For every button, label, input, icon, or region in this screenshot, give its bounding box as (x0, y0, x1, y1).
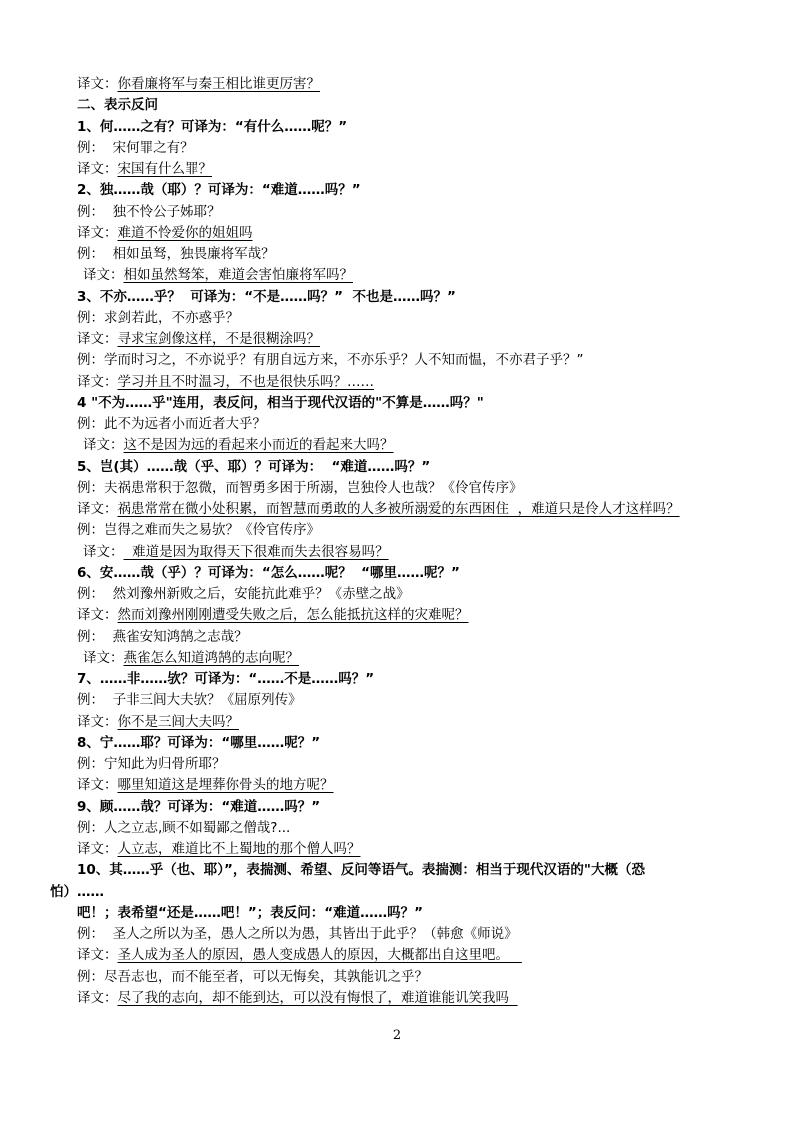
line-text: 1、何……之有？可译为：“有什么……呢？” (77, 118, 348, 135)
text-line (0, 648, 794, 669)
translation-text: 然而刘豫州刚刚遭受失败之后，怎么能抵抗这样的灾难呢？ (117, 607, 469, 624)
translation-text: 哪里知道这是埋葬你骨头的地方呢？ (117, 777, 334, 794)
heading-line (0, 457, 794, 478)
line-label: 译文： (77, 607, 118, 624)
line-label: 例： (77, 352, 104, 369)
page-number: 2 (392, 1028, 402, 1043)
line-label: 例： (77, 139, 104, 156)
text-line (0, 924, 794, 945)
line-label: 例： (77, 522, 104, 539)
text-line (0, 584, 794, 605)
line-label: 例： (77, 692, 104, 709)
translation-text: 难道不怜爱你的姐姐吗 (117, 224, 253, 241)
line-label: 译文： (77, 777, 118, 794)
line-label: 译文： (77, 224, 118, 241)
text-line (0, 818, 794, 839)
line-label: 译文： (77, 76, 118, 92)
translation-text: 难道是因为取得天下很难而失去很容易吗？ (123, 543, 389, 560)
heading-line (0, 860, 794, 881)
text-line (0, 945, 794, 966)
line-label: 译文： (77, 713, 118, 730)
line-text: 岂得之难而失之易欤？《伶官传序》 (104, 522, 320, 539)
translation-text: 尽了我的志向，却不能到达，可以没有悔恨了，难道谁能讥笑我吗 (117, 989, 518, 1006)
line-label: 译文： (77, 373, 118, 390)
line-label: 例： (77, 246, 104, 262)
heading-line (0, 733, 794, 754)
text-line (0, 308, 794, 329)
line-label: 例： (77, 203, 104, 220)
text-line (0, 712, 794, 733)
heading-line (0, 117, 794, 138)
line-label: 例： (77, 819, 104, 836)
line-text: 5、岂(其）……哉（乎、耶）？可译为： “难道……吗？” (77, 458, 431, 475)
line-label: 译文： (77, 501, 118, 517)
translation-text: 相如虽然驽笨，难道会害怕廉将军吗？ (123, 267, 353, 284)
text-line (0, 244, 794, 265)
line-text: 子非三闾大夫欤？《屈原列传》 (104, 692, 302, 709)
text-line (0, 520, 794, 541)
text-line (0, 754, 794, 775)
line-text: 吧！；表希望“还是……吧！”；表反问：“难道……吗？” (77, 904, 423, 921)
text-line (0, 605, 794, 626)
heading-line (0, 882, 794, 903)
line-label: 译文： (83, 437, 124, 454)
text-line (0, 499, 794, 520)
text-line (0, 478, 794, 499)
heading-line (0, 903, 794, 924)
line-text: 学而时习之，不亦说乎？有朋自远方来，不亦乐乎？人不知而愠，不亦君子乎？” (104, 352, 584, 369)
line-text: 人之立志,顾不如蜀鄙之僧哉?... (104, 819, 291, 836)
line-text: 夫祸患常积于忽微，而智勇多困于所溺，岂独伶人也哉？《伶官传序》 (104, 479, 523, 496)
line-text: 此不为远者小而近者大乎？ (104, 416, 266, 432)
line-label: 译文： (83, 267, 124, 284)
line-text: 2、独……哉（耶）？可译为：“难道……吗？” (77, 182, 361, 199)
text-line (0, 202, 794, 223)
line-label: 译文： (77, 841, 118, 857)
line-text: 怕）…… (50, 883, 104, 900)
line-label: 例： (77, 628, 104, 645)
line-text: 宁知此为归骨所耶？ (104, 756, 226, 772)
heading-line (0, 95, 794, 116)
line-text: 圣人之所以为圣，愚人之所以为愚，其皆出于此乎？（韩愈《师说》 (104, 926, 518, 942)
line-text: 独不怜公子姊耶？ (104, 203, 221, 220)
line-label: 例： (77, 968, 104, 985)
line-text: 3、不亦……乎？ 可译为：“不是……吗？” 不也是……吗？” (77, 288, 456, 305)
line-text: 6、安……哉（乎）？可译为：“怎么……呢？ “哪里……呢？” (77, 564, 460, 581)
line-text: 8、宁……耶？可译为：“哪里……呢？” (77, 734, 321, 751)
translation-text: 人立志，难道比不上蜀地的那个僧人吗？ (117, 841, 361, 857)
translation-text: 圣人成为圣人的原因，愚人变成愚人的原因，大概都出自这里吧。 (117, 947, 522, 964)
text-line (0, 435, 794, 456)
text-line (0, 690, 794, 711)
text-line (0, 839, 794, 860)
line-text: 4 "不为……乎"连用，表反问，相当于现代汉语的"不算是……吗？" (77, 394, 484, 411)
line-label: 例： (77, 416, 104, 432)
line-text: 尽吾志也，而不能至者，可以无悔矣，其孰能讥之乎？ (104, 968, 428, 985)
line-label: 译文： (83, 543, 124, 560)
text-line (0, 967, 794, 988)
text-line (0, 988, 794, 1009)
heading-line (0, 669, 794, 690)
line-text: 然刘豫州新败之后，安能抗此难乎？《赤壁之战》 (104, 586, 410, 602)
line-text: 求剑若此，不亦惑乎？ (104, 309, 239, 326)
line-text: 7、……非……欤？可译为：“……不是……吗？” (77, 671, 375, 687)
text-line (0, 74, 794, 95)
translation-text: 学习并且不时温习，不也是很快乐吗？…… (117, 373, 374, 390)
translation-text: 寻求宝剑像这样，不是很糊涂吗？ (117, 331, 320, 347)
line-label: 译文： (77, 989, 118, 1006)
line-label: 例： (77, 479, 104, 496)
text-line (0, 223, 794, 244)
text-line (0, 542, 794, 563)
line-label: 译文： (77, 947, 118, 964)
translation-text: 你不是三闾大夫吗？ (117, 713, 239, 730)
text-line (0, 138, 794, 159)
translation-text: 燕雀怎么知道鸿鹄的志向呢？ (123, 649, 299, 666)
line-text: 9、顾……哉？可译为：“难道……吗？” (77, 798, 321, 815)
line-label: 例： (77, 926, 104, 942)
line-text: 10、其……乎（也、耶）”，表揣测、希望、反问等语气。表揣测：相当于现代汉语的"大概（恐 (77, 862, 645, 879)
text-line (0, 627, 794, 648)
text-line (0, 414, 794, 435)
line-label: 译文： (77, 161, 118, 177)
line-label: 译文： (83, 649, 124, 666)
line-label: 例： (77, 309, 104, 326)
translation-text: 宋国有什么罪？ (117, 161, 212, 177)
text-line (0, 159, 794, 180)
heading-line (0, 797, 794, 818)
heading-line (0, 563, 794, 584)
text-line (0, 265, 794, 286)
line-text: 宋何罪之有？ (104, 139, 194, 156)
line-label: 译文： (77, 331, 118, 347)
translation-text: 你看廉将军与秦王相比谁更厉害？ (117, 76, 320, 92)
translation-text: 祸患常常在微小处积累，而智慧而勇敢的人多被所溺爱的东西困住 ，难道只是伶人才这样吗？ (117, 501, 680, 517)
text-line (0, 350, 794, 371)
line-text: 相如虽驽，独畏廉将军哉？ (104, 246, 275, 262)
translation-text: 这不是因为远的看起来小而近的看起来大吗？ (123, 437, 394, 454)
text-line (0, 372, 794, 393)
text-line (0, 329, 794, 350)
line-label: 例： (77, 586, 104, 602)
heading-line (0, 180, 794, 201)
line-text: 燕雀安知鸿鹄之志哉？ (104, 628, 248, 645)
line-text: 二、表示反问 (77, 97, 158, 114)
heading-line (0, 287, 794, 308)
text-line (0, 775, 794, 796)
line-label: 例： (77, 756, 104, 772)
heading-line (0, 393, 794, 414)
